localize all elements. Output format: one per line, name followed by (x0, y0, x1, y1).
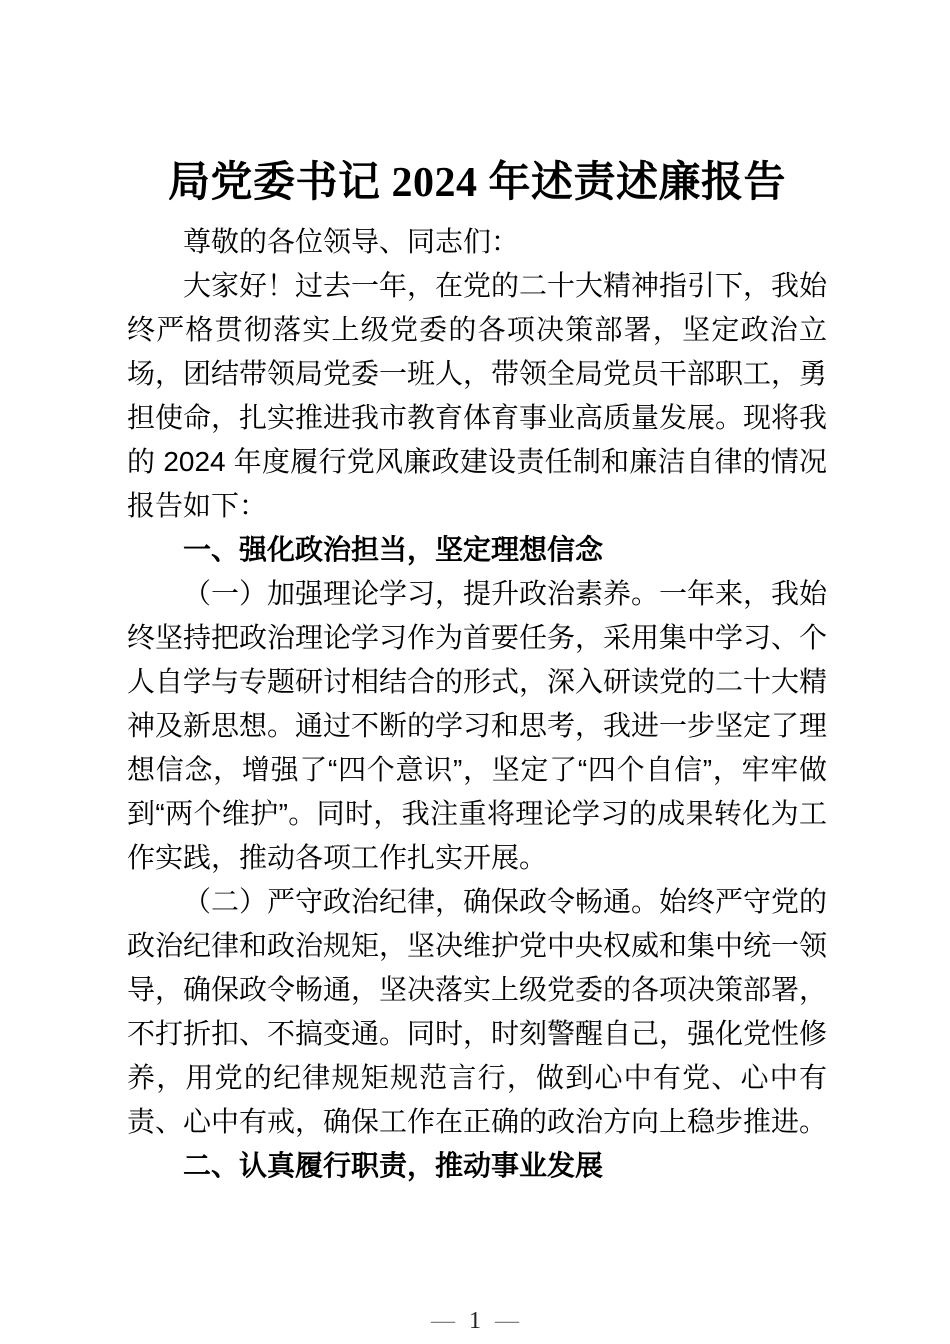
paragraph-intro: 大家好！过去一年，在党的二十大精神指引下，我始终严格贯彻落实上级党委的各项决策部署，坚定政治立场，团结带领局党委一班人，带领全局党员干部职工，勇担使命，扎实推进我市教育体育事业高质量发展。现将我的 2024 年度履行党风廉政建设责任制和廉洁自律的情况报告如下： (127, 270, 828, 521)
paragraph-theory-study: （一）加强理论学习，提升政治素养。一年来，我始终坚持把政治理论学习作为首要任务，采用集中学习、个人自学与专题研讨相结合的形式，深入研读党的二十大精神及新思想。通过不断的学习和思考，我进一步坚定了理想信念，增强了“四个意识”，坚定了“四个自信”，牢牢做到“两个维护”。同时，我注重将理论学习的成果转化为工作实践，推动各项工作扎实开展。 (127, 578, 828, 873)
document-title: 局党委书记 2024 年述责述廉报告 (167, 160, 786, 206)
page-footer (0, 1306, 950, 1336)
page-number: 1 (469, 1308, 481, 1334)
footer-dash-right: — (495, 1308, 519, 1334)
document-content (0, 156, 950, 1188)
paragraph-political-discipline: （二）严守政治纪律，确保政令畅通。始终严守党的政治纪律和政治规矩，坚决维护党中央权威和集中统一领导，确保政令畅通，坚决落实上级党委的各项决策部署，不打折扣、不搞变通。同时，时刻警醒自己，强化党性修养，用党的纪律规矩规范言行，做到心中有党、心中有责、心中有戒，确保工作在正确的政治方向上稳步推进。 (127, 886, 828, 1137)
section-heading-one: 一、强化政治担当，坚定理想信念 (183, 534, 604, 565)
footer-dash-left: — (431, 1308, 455, 1334)
section-heading-two: 二、认真履行职责，推动事业发展 (183, 1150, 604, 1181)
greeting-line: 尊敬的各位领导、同志们： (183, 226, 520, 257)
